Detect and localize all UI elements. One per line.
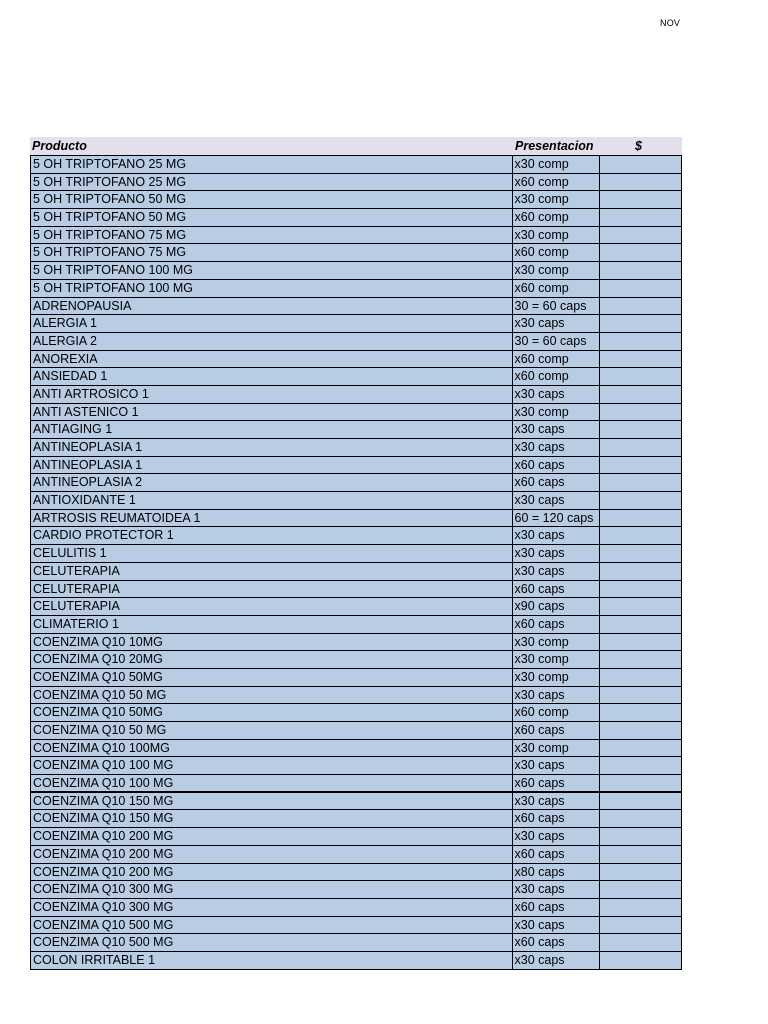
table-row: [31, 740, 681, 758]
table-row: [31, 952, 681, 969]
cell-presentacion[interactable]: x30 caps: [513, 492, 601, 509]
cell-producto[interactable]: COENZIMA Q10 100MG: [31, 740, 513, 757]
table-row: [31, 191, 681, 209]
cell-producto[interactable]: COENZIMA Q10 100 MG: [31, 757, 513, 774]
table-row: [31, 492, 681, 510]
cell-precio[interactable]: [600, 669, 681, 686]
cell-producto[interactable]: CELUTERAPIA: [31, 563, 513, 580]
table-row: [31, 722, 681, 740]
cell-presentacion[interactable]: x60 caps: [513, 457, 601, 474]
cell-producto[interactable]: ALERGIA 1: [31, 315, 513, 332]
cell-precio[interactable]: [600, 563, 681, 580]
cell-presentacion[interactable]: x60 caps: [513, 810, 601, 827]
cell-precio[interactable]: [600, 793, 681, 810]
table-row: [31, 775, 681, 793]
month-label: NOV: [660, 18, 681, 28]
cell-presentacion[interactable]: x60 caps: [513, 846, 601, 863]
cell-precio[interactable]: [600, 545, 681, 562]
table-row: [31, 156, 681, 174]
cell-precio[interactable]: [600, 722, 681, 739]
cell-producto[interactable]: ANTI ASTENICO 1: [31, 404, 513, 421]
cell-producto[interactable]: COENZIMA Q10 200 MG: [31, 828, 513, 845]
cell-precio[interactable]: [600, 846, 681, 863]
table-row: [31, 917, 681, 935]
cell-precio[interactable]: [600, 421, 681, 438]
cell-presentacion[interactable]: x30 caps: [513, 881, 601, 898]
cell-producto[interactable]: COENZIMA Q10 200 MG: [31, 864, 513, 881]
table-row: [31, 227, 681, 245]
cell-precio[interactable]: [600, 616, 681, 633]
cell-presentacion[interactable]: x30 caps: [513, 545, 601, 562]
cell-producto[interactable]: ANTIOXIDANTE 1: [31, 492, 513, 509]
cell-precio[interactable]: [600, 598, 681, 615]
cell-precio[interactable]: [600, 457, 681, 474]
table-row: [31, 386, 681, 404]
cell-presentacion[interactable]: x30 comp: [513, 740, 601, 757]
cell-producto[interactable]: 5 OH TRIPTOFANO 25 MG: [31, 174, 513, 191]
cell-producto[interactable]: COENZIMA Q10 10MG: [31, 634, 513, 651]
cell-producto[interactable]: COENZIMA Q10 300 MG: [31, 881, 513, 898]
table-row: [31, 581, 681, 599]
cell-presentacion[interactable]: x30 caps: [513, 793, 601, 810]
cell-precio[interactable]: [600, 775, 681, 791]
table-row: [31, 934, 681, 952]
table-row: [31, 864, 681, 882]
cell-producto[interactable]: ANTINEOPLASIA 1: [31, 439, 513, 456]
cell-presentacion[interactable]: 60 = 120 caps: [513, 510, 601, 527]
cell-producto[interactable]: ADRENOPAUSIA: [31, 298, 513, 315]
header-presentacion: Presentacion: [515, 139, 594, 153]
cell-producto[interactable]: 5 OH TRIPTOFANO 75 MG: [31, 244, 513, 261]
table-row: [31, 793, 681, 811]
cell-precio[interactable]: [600, 386, 681, 403]
cell-precio[interactable]: [600, 864, 681, 881]
cell-precio[interactable]: [600, 333, 681, 350]
cell-precio[interactable]: [600, 262, 681, 279]
cell-presentacion[interactable]: x30 comp: [513, 262, 601, 279]
cell-precio[interactable]: [600, 634, 681, 651]
cell-presentacion[interactable]: x30 comp: [513, 651, 601, 668]
cell-producto[interactable]: COENZIMA Q10 50MG: [31, 669, 513, 686]
cell-producto[interactable]: COENZIMA Q10 50MG: [31, 704, 513, 721]
table-row: [31, 315, 681, 333]
cell-producto[interactable]: COENZIMA Q10 200 MG: [31, 846, 513, 863]
cell-precio[interactable]: [600, 952, 681, 969]
table-row: [31, 616, 681, 634]
cell-presentacion[interactable]: x60 caps: [513, 775, 601, 791]
cell-presentacion[interactable]: x60 comp: [513, 244, 601, 261]
cell-precio[interactable]: [600, 757, 681, 774]
cell-presentacion[interactable]: x30 caps: [513, 563, 601, 580]
cell-presentacion[interactable]: 30 = 60 caps: [513, 298, 601, 315]
table-row: [31, 262, 681, 280]
table-row: [31, 687, 681, 705]
cell-presentacion[interactable]: x60 comp: [513, 209, 601, 226]
cell-producto[interactable]: ARTROSIS REUMATOIDEA 1: [31, 510, 513, 527]
table-row: [31, 280, 681, 298]
table-row: [31, 333, 681, 351]
cell-producto[interactable]: ANTINEOPLASIA 2: [31, 474, 513, 491]
table-row: [31, 351, 681, 369]
cell-producto[interactable]: CELULITIS 1: [31, 545, 513, 562]
cell-producto[interactable]: COENZIMA Q10 100 MG: [31, 775, 513, 791]
cell-producto[interactable]: COENZIMA Q10 50 MG: [31, 687, 513, 704]
cell-precio[interactable]: [600, 298, 681, 315]
cell-producto[interactable]: COENZIMA Q10 500 MG: [31, 917, 513, 934]
cell-precio[interactable]: [600, 227, 681, 244]
cell-presentacion[interactable]: 30 = 60 caps: [513, 333, 601, 350]
cell-producto[interactable]: COENZIMA Q10 500 MG: [31, 934, 513, 951]
cell-precio[interactable]: [600, 368, 681, 385]
cell-presentacion[interactable]: x30 caps: [513, 386, 601, 403]
cell-producto[interactable]: 5 OH TRIPTOFANO 100 MG: [31, 262, 513, 279]
table-row: [31, 439, 681, 457]
cell-presentacion[interactable]: x30 caps: [513, 421, 601, 438]
cell-presentacion[interactable]: x30 comp: [513, 227, 601, 244]
cell-presentacion[interactable]: x30 comp: [513, 669, 601, 686]
cell-presentacion[interactable]: x30 comp: [513, 404, 601, 421]
table-row: [31, 757, 681, 775]
table-row: [31, 244, 681, 262]
cell-presentacion[interactable]: x60 caps: [513, 581, 601, 598]
header-precio: $: [635, 139, 642, 153]
table-row: [31, 404, 681, 422]
cell-producto[interactable]: 5 OH TRIPTOFANO 100 MG: [31, 280, 513, 297]
cell-producto[interactable]: ANTINEOPLASIA 1: [31, 457, 513, 474]
cell-precio[interactable]: [600, 581, 681, 598]
cell-presentacion[interactable]: x60 caps: [513, 474, 601, 491]
cell-presentacion[interactable]: x30 caps: [513, 952, 601, 969]
cell-producto[interactable]: 5 OH TRIPTOFANO 50 MG: [31, 191, 513, 208]
cell-producto[interactable]: COENZIMA Q10 150 MG: [31, 793, 513, 810]
cell-producto[interactable]: COENZIMA Q10 150 MG: [31, 810, 513, 827]
cell-presentacion[interactable]: x30 comp: [513, 156, 601, 173]
table-row: [31, 899, 681, 917]
cell-precio[interactable]: [600, 351, 681, 368]
table-row: [31, 651, 681, 669]
cell-presentacion[interactable]: x30 caps: [513, 757, 601, 774]
cell-presentacion[interactable]: x30 caps: [513, 687, 601, 704]
cell-presentacion[interactable]: x30 comp: [513, 191, 601, 208]
cell-precio[interactable]: [600, 934, 681, 951]
cell-presentacion[interactable]: x60 caps: [513, 722, 601, 739]
cell-presentacion[interactable]: x60 caps: [513, 934, 601, 951]
table-row: [31, 828, 681, 846]
cell-producto[interactable]: CLIMATERIO 1: [31, 616, 513, 633]
cell-presentacion[interactable]: x60 comp: [513, 704, 601, 721]
cell-precio[interactable]: [600, 174, 681, 191]
cell-precio[interactable]: [600, 191, 681, 208]
cell-presentacion[interactable]: x30 caps: [513, 439, 601, 456]
table-row: [31, 810, 681, 828]
cell-presentacion[interactable]: x30 comp: [513, 634, 601, 651]
cell-precio[interactable]: [600, 687, 681, 704]
cell-presentacion[interactable]: x60 comp: [513, 174, 601, 191]
cell-presentacion[interactable]: x30 caps: [513, 315, 601, 332]
cell-precio[interactable]: [600, 828, 681, 845]
cell-precio[interactable]: [600, 527, 681, 544]
cell-precio[interactable]: [600, 474, 681, 491]
cell-precio[interactable]: [600, 439, 681, 456]
cell-precio[interactable]: [600, 810, 681, 827]
table-row: [31, 174, 681, 192]
table-row: [31, 881, 681, 899]
cell-producto[interactable]: COENZIMA Q10 20MG: [31, 651, 513, 668]
table-row: [31, 510, 681, 528]
cell-producto[interactable]: 5 OH TRIPTOFANO 50 MG: [31, 209, 513, 226]
table-header: [30, 137, 682, 155]
table-row: [31, 704, 681, 722]
table-row: [31, 563, 681, 581]
table-row: [31, 846, 681, 864]
price-list-table: [30, 137, 682, 970]
cell-presentacion[interactable]: x60 comp: [513, 368, 601, 385]
cell-presentacion[interactable]: x60 comp: [513, 280, 601, 297]
cell-presentacion[interactable]: x90 caps: [513, 598, 601, 615]
cell-presentacion[interactable]: x30 caps: [513, 527, 601, 544]
cell-precio[interactable]: [600, 704, 681, 721]
cell-precio[interactable]: [600, 510, 681, 527]
cell-precio[interactable]: [600, 209, 681, 226]
cell-producto[interactable]: COLON IRRITABLE 1: [31, 952, 513, 969]
cell-presentacion[interactable]: x60 caps: [513, 616, 601, 633]
cell-precio[interactable]: [600, 651, 681, 668]
cell-producto[interactable]: COENZIMA Q10 300 MG: [31, 899, 513, 916]
header-producto: Producto: [32, 139, 87, 153]
cell-producto[interactable]: ANTIAGING 1: [31, 421, 513, 438]
cell-precio[interactable]: [600, 740, 681, 757]
cell-producto[interactable]: CELUTERAPIA: [31, 581, 513, 598]
cell-producto[interactable]: ANSIEDAD 1: [31, 368, 513, 385]
table-row: [31, 421, 681, 439]
cell-precio[interactable]: [600, 917, 681, 934]
table-row: [31, 209, 681, 227]
cell-producto[interactable]: ANOREXIA: [31, 351, 513, 368]
cell-presentacion[interactable]: x60 caps: [513, 899, 601, 916]
cell-presentacion[interactable]: x30 caps: [513, 917, 601, 934]
table-row: [31, 457, 681, 475]
cell-precio[interactable]: [600, 244, 681, 261]
cell-precio[interactable]: [600, 315, 681, 332]
table-row: [31, 474, 681, 492]
cell-presentacion[interactable]: x30 caps: [513, 828, 601, 845]
cell-precio[interactable]: [600, 404, 681, 421]
cell-producto[interactable]: CELUTERAPIA: [31, 598, 513, 615]
table-row: [31, 598, 681, 616]
cell-producto[interactable]: 5 OH TRIPTOFANO 75 MG: [31, 227, 513, 244]
cell-precio[interactable]: [600, 899, 681, 916]
table-row: [31, 634, 681, 652]
cell-producto[interactable]: 5 OH TRIPTOFANO 25 MG: [31, 156, 513, 173]
table-body: [30, 155, 682, 970]
cell-precio[interactable]: [600, 156, 681, 173]
cell-presentacion[interactable]: x80 caps: [513, 864, 601, 881]
table-row: [31, 527, 681, 545]
cell-producto[interactable]: ALERGIA 2: [31, 333, 513, 350]
cell-precio[interactable]: [600, 881, 681, 898]
table-row: [31, 669, 681, 687]
table-row: [31, 298, 681, 316]
cell-producto[interactable]: CARDIO PROTECTOR 1: [31, 527, 513, 544]
cell-precio[interactable]: [600, 280, 681, 297]
cell-precio[interactable]: [600, 492, 681, 509]
cell-producto[interactable]: COENZIMA Q10 50 MG: [31, 722, 513, 739]
table-row: [31, 368, 681, 386]
table-row: [31, 545, 681, 563]
cell-presentacion[interactable]: x60 comp: [513, 351, 601, 368]
cell-producto[interactable]: ANTI ARTROSICO 1: [31, 386, 513, 403]
